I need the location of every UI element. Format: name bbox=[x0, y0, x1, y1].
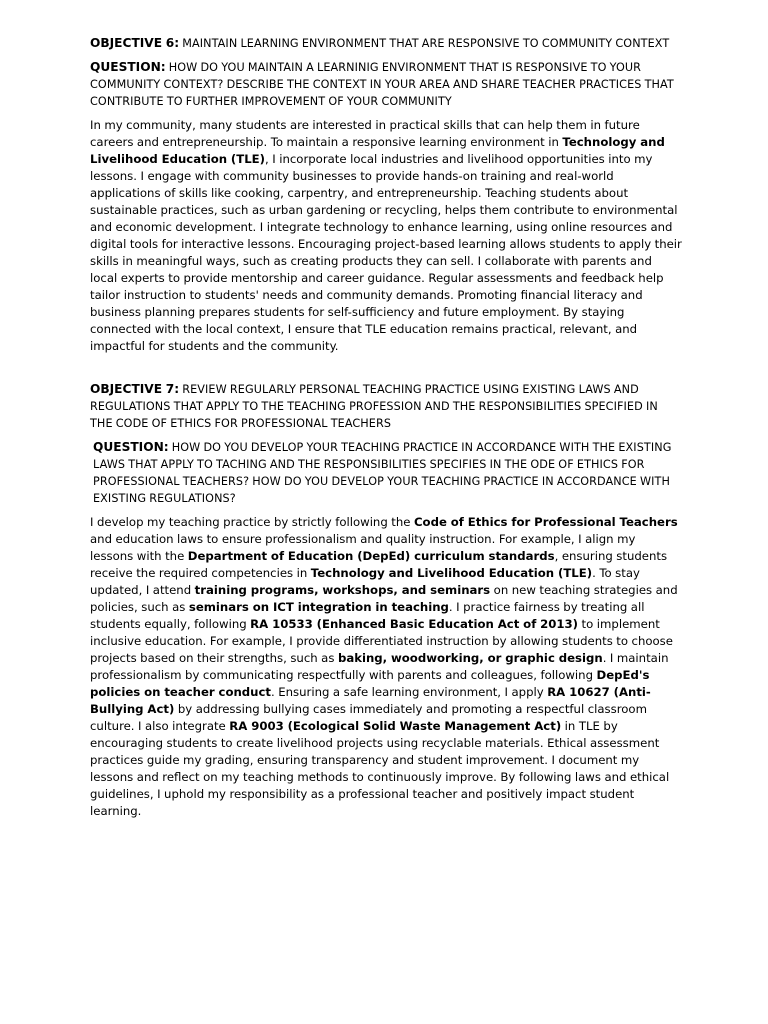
objective-6-section bbox=[90, 35, 682, 355]
answer-7-bold: baking, woodworking, or graphic design bbox=[337, 651, 603, 665]
answer-7-bold: DepEd's policies on teacher conduct bbox=[90, 668, 650, 699]
answer-7-text: by addressing bullying cases immediately and promoting a respectful classroom culture. I also integrate bbox=[90, 702, 647, 733]
answer-7-text: . I maintain professionalism by communicating respectfully with parents and colleagues, following bbox=[90, 651, 669, 682]
question-6-text: HOW DO YOU MAINTAIN A LEARNINIG ENVIRONMENT THAT IS RESPONSIVE TO YOUR COMMUNITY CONTEXT? DESCRIBE THE CONTEXT IN YOUR AREA AND SHARE TEACHER PRACTICES THAT CONTRIBUTE TO FURTHER IMPROVEMENT OF YOUR COMMUNITY bbox=[90, 61, 674, 108]
objective-7-section bbox=[90, 381, 682, 820]
answer-7-bold: Department of Education (DepEd) curriculum standards bbox=[187, 549, 555, 563]
answer-7-bold: seminars on ICT integration in teaching bbox=[188, 600, 449, 614]
question-7-label: QUESTION: bbox=[93, 440, 169, 454]
objective-7-label: OBJECTIVE 7: bbox=[90, 382, 180, 396]
objective-7-heading bbox=[90, 381, 682, 432]
objective-7-text: REVIEW REGULARLY PERSONAL TEACHING PRACTICE USING EXISTING LAWS AND REGULATIONS THAT APPLY TO THE TEACHING PROFESSION AND THE RESPONSIBILITIES SPECIFIED IN THE CODE OF ETHICS FOR PROFESSIONAL TEACHERS bbox=[90, 383, 658, 430]
answer-7-text: on new teaching strategies and policies, such as bbox=[90, 583, 678, 614]
answer-7-bold: Technology and Livelihood Education (TLE) bbox=[310, 566, 593, 580]
answer-7-bold: training programs, workshops, and seminars bbox=[194, 583, 491, 597]
answer-7-text: . To stay updated, I attend bbox=[90, 566, 640, 597]
answer-7-bold: RA 9003 (Ecological Solid Waste Management Act) bbox=[229, 719, 562, 733]
answer-6-paragraph bbox=[90, 117, 682, 355]
answer-7-text: in TLE by encouraging students to create livelihood projects using recyclable materials. Ethical assessment practices guide my grading, ensuring transparency and student improvement. I document my lessons and reflect on my teaching methods to continuously improve. By following laws and ethical guidelines, I uphold my responsibility as a professional teacher and positively impact student learning. bbox=[90, 719, 670, 818]
answer-7-text: . I practice fairness by treating all students equally, following bbox=[90, 600, 645, 631]
question-7-text: HOW DO YOU DEVELOP YOUR TEACHING PRACTICE IN ACCORDANCE WITH THE EXISTING LAWS THAT APPLY TO TACHING AND THE RESPONSIBILITIES SPECIFIES IN THE ODE OF ETHICS FOR PROFESSIONAL TEACHERS? HOW DO YOU DEVELOP YOUR TEACHING PRACTICE IN ACCORDANCE WITH EXISTING REGULATIONS? bbox=[93, 441, 672, 505]
answer-6-bold: Technology and Livelihood Education (TLE) bbox=[90, 135, 665, 166]
answer-7-text: to implement inclusive education. For example, I provide differentiated instruction by allowing students to choose projects based on their strengths, such as bbox=[90, 617, 673, 665]
answer-7-text: . Ensuring a safe learning environment, I apply bbox=[271, 685, 548, 699]
objective-6-label: OBJECTIVE 6: bbox=[90, 36, 180, 50]
objective-6-text: MAINTAIN LEARNING ENVIRONMENT THAT ARE RESPONSIVE TO COMMUNITY CONTEXT bbox=[182, 37, 670, 50]
question-7-heading bbox=[90, 439, 682, 507]
answer-7-bold: RA 10627 (Anti-Bullying Act) bbox=[90, 685, 651, 716]
answer-7-bold: RA 10533 (Enhanced Basic Education Act of 2013) bbox=[250, 617, 579, 631]
answer-7-text: I develop my teaching practice by strictly following the bbox=[90, 515, 414, 529]
objective-6-heading bbox=[90, 35, 682, 52]
answer-7-text: , ensuring students receive the required competencies in bbox=[90, 549, 668, 580]
answer-6-text: , I incorporate local industries and livelihood opportunities into my lessons. I engage with community businesses to provide hands-on training and real-world applications of skills like cooking, carpentry, and entrepreneurship. Teaching students about sustainable practices, such as urban gardening or recycling, helps them contribute to environmental and economic development. I integrate technology to enhance learning, using online resources and digital tools for interactive lessons. Encouraging project-based learning allows students to apply their skills in meaningful ways, such as creating products they can sell. I collaborate with parents and local experts to provide mentorship and career guidance. Regular assessments and feedback help tailor instruction to students' needs and community demands. Promoting financial literacy and business planning prepares students for self-sufficiency and future employment. By staying connected with the local context, I ensure that TLE education remains practical, relevant, and impactful for students and the community. bbox=[90, 152, 682, 353]
answer-6-text: In my community, many students are interested in practical skills that can help them in future careers and entrepreneurship. To maintain a responsive learning environment in bbox=[90, 118, 640, 149]
answer-7-paragraph bbox=[90, 514, 682, 820]
question-6-label: QUESTION: bbox=[90, 60, 166, 74]
answer-7-bold: Code of Ethics for Professional Teachers bbox=[413, 515, 678, 529]
question-6-heading bbox=[90, 59, 682, 110]
answer-7-text: and education laws to ensure professionalism and quality instruction. For example, I align my lessons with the bbox=[90, 532, 636, 563]
